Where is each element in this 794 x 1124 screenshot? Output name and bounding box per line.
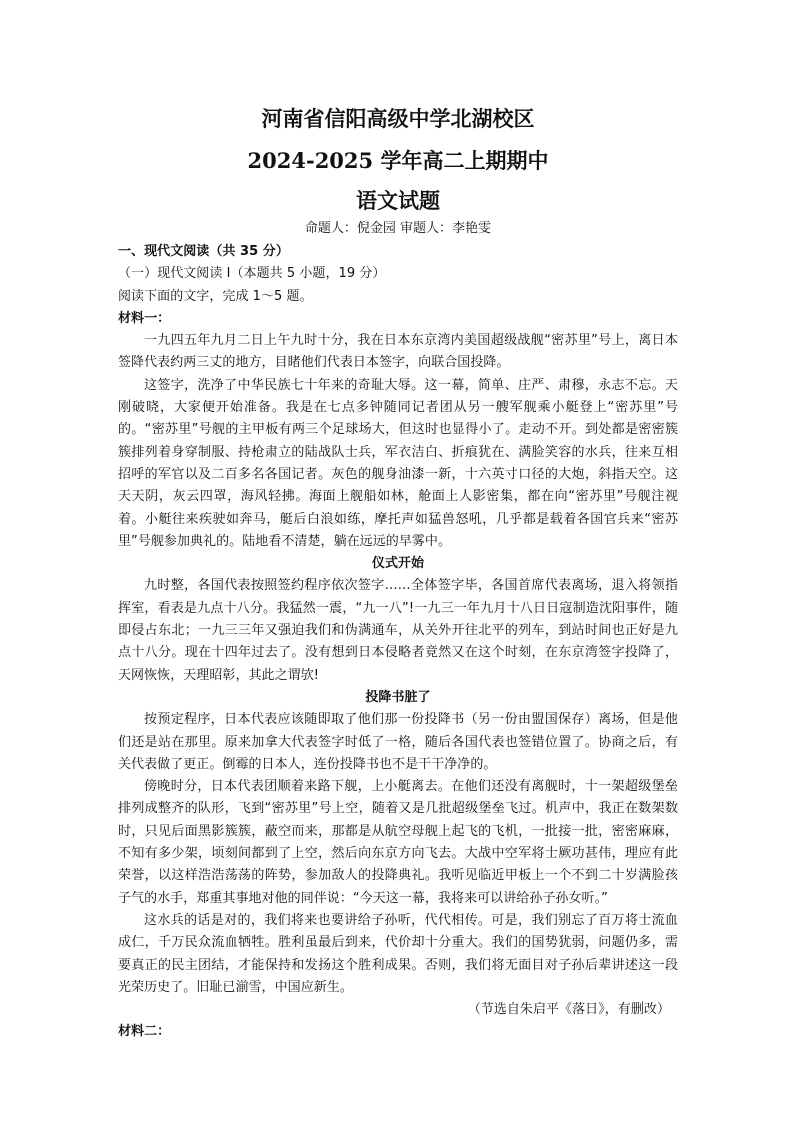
paragraph: 按预定程序，日本代表应该随即取了他们那一份投降书（另一份由盟国保存）离场，但是他们还是站在那里。原来加拿大代表签字时低了一格，随后各国代表也签错位置了。协商之后，有关代表做了更正。倒霉的日本人，连份投降书也不是干干净净的。 [118, 712, 678, 772]
school-title: 河南省信阳高级中学北湖校区 [261, 106, 535, 131]
paragraph: 这水兵的话是对的，我们将来也要讲给子孙听，代代相传。可是，我们别忘了百万将士流血成仁，千万民众流血牺牲。胜利虽最后到来，代价却十分重大。我们的国势犹弱，问题仍多，需要真正的民主团结，才能保持和发扬这个胜利成果。否则，我们将无面目对子孙后辈讲述这一段光荣历史了。旧耻已湔雪，中国应新生。 [118, 912, 678, 995]
sub-heading: （一）现代文阅读 I（本题共 5 小题，19 分） [118, 266, 386, 282]
material-2-label: 材料二： [118, 1024, 171, 1040]
term-title: 2024-2025 学年高二上期期中 [247, 148, 549, 173]
instruction: 阅读下面的文字，完成 1～5 题。 [118, 288, 313, 304]
paragraph: 一九四五年九月二日上午九时十分，我在日本东京湾内美国超级战舰“密苏里”号上，离日本签降代表约两三丈的地方，目睹他们代表日本签字，向联合国投降。 [118, 333, 678, 371]
authors-line: 命题人：倪金园 审题人：李艳雯 [304, 221, 492, 236]
paragraph: 傍晚时分，日本代表团顺着来路下舰，上小艇离去。在他们还没有离舰时，十一架超级堡垒排列成整齐的队形，飞到“密苏里”号上空，随着又是几批超级堡垒飞过。机声中，我正在数架数时，只见后面黑影簇簇，蔽空而来，那都是从航空母舰上起飞的飞机，一批接一批，密密麻麻，不知有多少架，顷刻间都到了上空，然后向东京方向飞去。大战中空军将士厥功甚伟，理应有此荣誉，以这样浩浩荡荡的阵势，参加敌人的投降典礼。我听见临近甲板上一个不到二十岁满脸孩子气的水手，郑重其事地对他的同伴说：“今天这一幕，我将来可以讲给孙子孙女听。” [118, 779, 678, 906]
source-note: （节选自朱启平《落日》，有删改） [467, 1002, 670, 1018]
paragraph: 这签字，洗净了中华民族七十年来的奇耻大辱。这一幕，简单、庄严、肃穆，永志不忘。天刚破晓，大家便开始准备。我是在七点多钟随同记者团从另一艘军舰乘小艇登上“密苏里”号的。“密苏里”号舰的主甲板有两三个足球场大，但这时也显得小了。走动不开。到处都是密密簇簇排列着身穿制服、持枪肃立的陆战队士兵，军衣洁白、折痕犹在、满脸笑容的水兵，往来互相招呼的军官以及二百多名各国记者。灰色的舰身油漆一新，十六英寸口径的大炮，斜指天空。这天天阴，灰云四罩，海风轻拂。海面上舰船如林，舱面上人影密集，都在向“密苏里”号舰注视着。小艇往来疾驶如奔马，艇后白浪如练，摩托声如猛兽怒吼，几乎都是载着各国官兵来“密苏里”号舰参加典礼的。陆地看不清楚，躺在远远的早雾中。 [118, 377, 678, 549]
section-heading: 一、现代文阅读（共 35 分） [118, 244, 289, 259]
reading-section [118, 241, 678, 1044]
material-1-label: 材料一： [118, 310, 171, 326]
subheading-ceremony: 仪式开始 [371, 556, 425, 572]
paragraph: 九时整，各国代表按照签约程序依次签字……全体签字毕，各国首席代表离场，退入将领指挥室，看表是九点十八分。我猛然一震，“九一八”!一九三一年九月十八日日寇制造沈阳事件，随即侵占东北；一九三三年又强迫我们和伪满通车，从关外开往北平的列车，到站时间也正好是九点十八分。现在十四年过去了。没有想到日本侵略者竟然又在这个时刻，在东京湾签字投降了，天网恢恢，天理昭彰，其此之谓欤! [118, 578, 678, 683]
subject-title: 语文试题 [356, 188, 440, 213]
subheading-dirty: 投降书脏了 [365, 689, 431, 705]
